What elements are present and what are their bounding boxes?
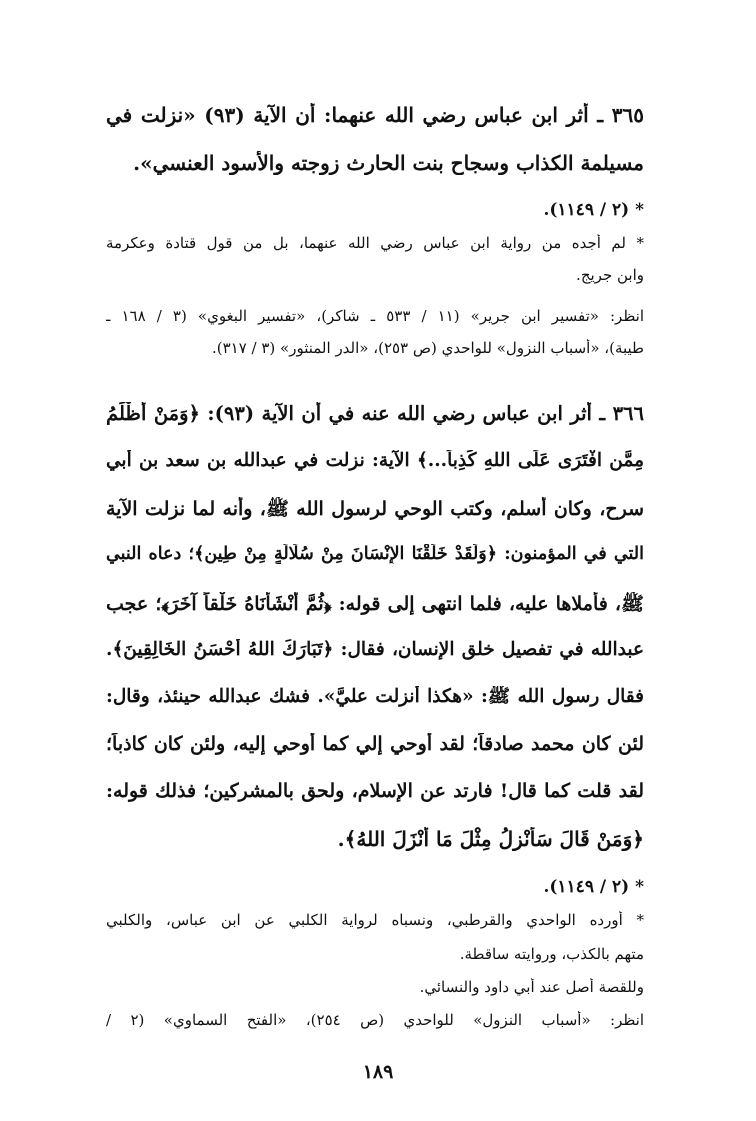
entry-365-note-line-1: * لم أجده من رواية ابن عباس رضي الله عنهما، بل من قول قتادة وعكرمة: [106, 234, 644, 252]
entry-366-note-line-1: * أورده الواحدي والقرطبي، ونسباه لرواية الكلبي عن ابن عباس، والكلبي: [106, 911, 644, 929]
page-number: ١٨٩: [362, 1061, 394, 1083]
entry-366-line-6: عبدالله في تفصيل خلق الإنسان، فقال: ﴿تَبَارَكَ اللهُ أَحْسَنُ الخَالِقِينَ﴾.: [106, 639, 644, 660]
entry-365-see-line-2: طيبة)، «أسباب النزول» للواحدي (ص ٢٥٣)، «الدر المنثور» (٣ / ٣١٧).: [211, 339, 644, 357]
entry-366-line-3: سرح، وكان أسلم، وكتب الوحي لرسول الله ﷺ، وأنه لما نزلت الآية: [106, 498, 644, 520]
entry-366-line-5: ﷺ، فأملاها عليه، فلما انتهى إلى قوله: ﴿ثُمَّ أَنْشَأْنَاهُ خَلْقاً آخَرَ﴾؛ عجب: [106, 593, 644, 615]
entry-366-line-7: فقال رسول الله ﷺ: «هكذا أنزلت عليَّ». فشك عبدالله حينئذ، وقال:: [106, 686, 644, 707]
entry-366-line-2: مِمَّنِ افْتَرَى عَلَى اللهِ كَذِباً...﴾ الآية: نزلت في عبدالله بن سعد بن أبي: [106, 450, 644, 471]
entry-366-line-9: لقد قلت كما قال! فارتد عن الإسلام، ولحق بالمشركين؛ فذلك قوله:: [106, 780, 644, 802]
entry-366-line-4: التي في المؤمنون: ﴿وَلَقَدْ خَلَقْنَا الإِنْسَانَ مِنْ سُلَالَةٍ مِنْ طِينٍ﴾؛ دعاه النبي: [106, 544, 644, 564]
entry-366-line-1: ٣٦٦ ـ أثر ابن عباس رضي الله عنه في أن الآية (٩٣): ﴿وَمَنْ أَظْلَمُ: [106, 402, 644, 425]
entry-366-note-line-2: متهم بالكذب، وروايته ساقطة.: [459, 945, 644, 963]
entry-366-reference: * (٢ / ١١٤٩).: [543, 877, 644, 897]
entry-365-line-2: مسيلمة الكذاب وسجاح بنت الحارث زوجته والأسود العنسي».: [133, 151, 644, 175]
entry-366-note-line-3: وللقصة أصل عند أبي داود والنسائي.: [419, 978, 644, 996]
entry-366-line-8: لئن كان محمد صادقاً؛ لقد أوحي إلي كما أوحي إليه، ولئن كان كاذباً؛: [106, 733, 644, 755]
entry-365-see-line-1: انظر: «تفسير ابن جرير» (١١ / ٥٣٣ ـ شاكر)، «تفسير البغوي» (٣ / ١٦٨ ـ: [106, 307, 644, 325]
entry-365-reference: * (٢ / ١١٤٩).: [543, 200, 644, 220]
entry-365-line-1: ٣٦٥ ـ أثر ابن عباس رضي الله عنهما: أن الآية (٩٣) «نزلت في: [106, 103, 644, 127]
entry-366-note-line-4: انظر: «أسباب النزول» للواحدي (ص ٢٥٤)، «الفتح السماوي» (٢ /: [106, 1011, 644, 1029]
entry-365-note-line-2: وابن جريج.: [576, 266, 644, 284]
entry-366-line-10: ﴿وَمَنْ قَالَ سَأُنْزِلُ مِثْلَ مَا أَنْزَلَ اللهُ﴾.: [337, 827, 644, 851]
